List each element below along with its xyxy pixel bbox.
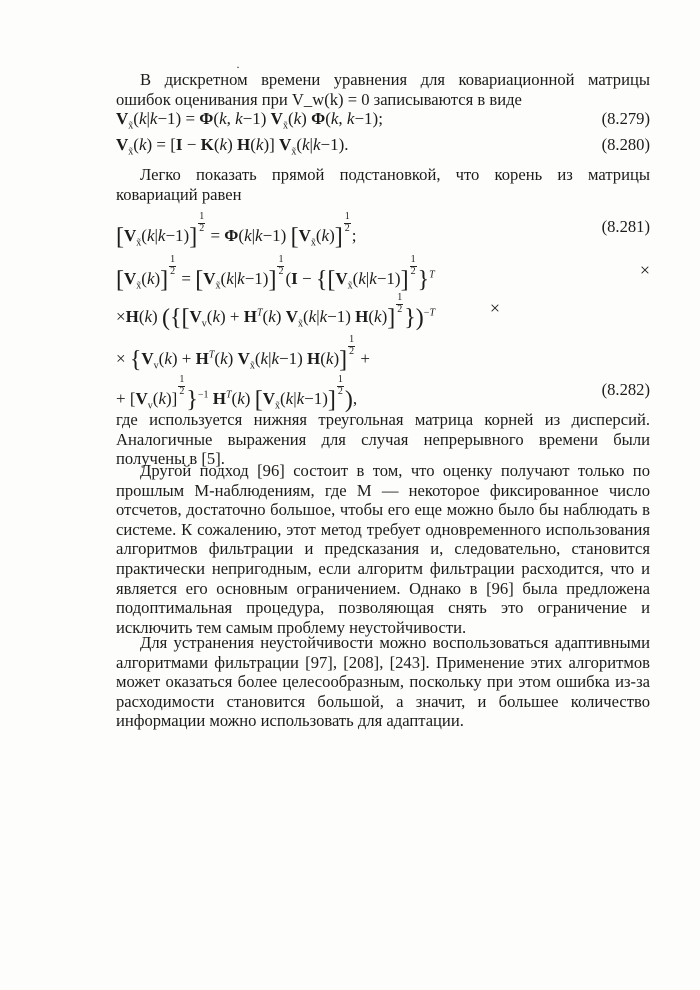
equation-8-279	[116, 107, 650, 131]
equation-8-281	[116, 211, 650, 250]
paragraph-adaptive-text: Для устранения неустойчивости можно воспользоваться адаптивными алгоритмами фильтрации [97], [208], [243]. Применение этих алгоритмов может оказаться более целесообразным, поскольку при этом ошибка из-за расходимости становится большой, а значит, и большее количество информации можно использовать для адаптации.	[116, 633, 650, 731]
equation-8-282-line2	[116, 292, 650, 331]
paragraph-other-approach	[116, 461, 650, 637]
equation-number-8-280: (8.280)	[601, 135, 650, 154]
paragraph-other-approach-text: Другой подход [96] состоит в том, что оценку получают только по прошлым M-наблюдениям, где M — некоторое фиксированное число отсчетов, достаточно большое, чтобы его еще можно было бы наблюдать в системе. К сожалению, этот метод требует одновременного использования алгоритмов фильтрации и предсказания и, следовательно, становится практически непригодным, если алгоритм фильтрации расходится, что и является его основным ограничением. Однако в [96] была предложена подоптимальная процедура, позволяющая снять это ограничение и исключить тем самым проблему неустойчивости.	[116, 461, 650, 637]
paragraph-adaptive	[116, 633, 650, 731]
equation-8-280-body: $V_{x̃}(k) = [I - K(k)$ H(k)] $V_{x̃}(k|k-1)$.	[116, 135, 349, 158]
equation-number-8-281: (8.281)	[601, 217, 650, 236]
paragraph-intro	[116, 70, 650, 109]
equation-8-279-body: $V_{x̃}(k|k-1) = \Phi(k$, k−1) $V_{x̃}(k)$ Φ(k, k−1);	[116, 109, 383, 132]
equation-8-282-line2-times: ×	[489, 298, 500, 318]
equation-8-282-line3-body: × {$V_v(k) + H^T(k)$ $V_{x̃}(k|k-1)$ H(k)] $\frac{1}{2}$ +	[116, 334, 370, 373]
equation-8-280	[116, 133, 650, 157]
page-speck: ·	[236, 60, 240, 74]
equation-8-282-line1-body: $[V_{x̃}(k)]$ $\frac{1}{2}$ = $[V_{x̃}(k|k-1)]$ $\frac{1}{2}$ ($I - \{[V_{x̃}(k|k-1)]$ $\frac{1}{2}$ }$^T$	[116, 254, 435, 293]
equation-8-282-line4	[116, 374, 650, 413]
paragraph-triangular-text: где используется нижняя треугольная матрица корней из дисперсий. Аналогичные выражения для случая непрерывного времени были получены в [5].	[116, 410, 650, 469]
equation-8-282-line2-body: ×H(k) ({[$V_v(k) + H^T(k)$ $V_{x̃}(k|k-1)$ H(k)] $\frac{1}{2}$ })$^{-T}$	[116, 292, 435, 331]
paragraph-triangular	[116, 410, 650, 469]
equation-8-282-line3	[116, 334, 650, 373]
equation-8-282-line4-body: + $[V_v(k)]$ $\frac{1}{2}$ }$^{-1}$ $H^T(k)$ $[V_{x̃}(k|k-1)]$ $\frac{1}{2}$ ),	[116, 374, 358, 413]
paragraph-intro-text: В дискретном времени уравнения для ковариационной матрицы ошибок оценивания при V_w(k) = 0 записываются в виде	[116, 70, 650, 109]
paragraph-root-text: Легко показать прямой подстановкой, что корень из матрицы ковариаций равен	[116, 165, 650, 204]
equation-number-8-282: (8.282)	[601, 380, 650, 399]
equation-8-281-body: $[V_{x̃}(k|k-1)]$ $\frac{1}{2}$ = Φ(k|k−1) $[V_{x̃}(k)]$ $\frac{1}{2}$ ;	[116, 211, 357, 250]
equation-number-8-279: (8.279)	[601, 109, 650, 128]
equation-8-282-line1-times: ×	[639, 260, 650, 280]
equation-8-282-line1	[116, 254, 650, 293]
paragraph-root	[116, 165, 650, 204]
